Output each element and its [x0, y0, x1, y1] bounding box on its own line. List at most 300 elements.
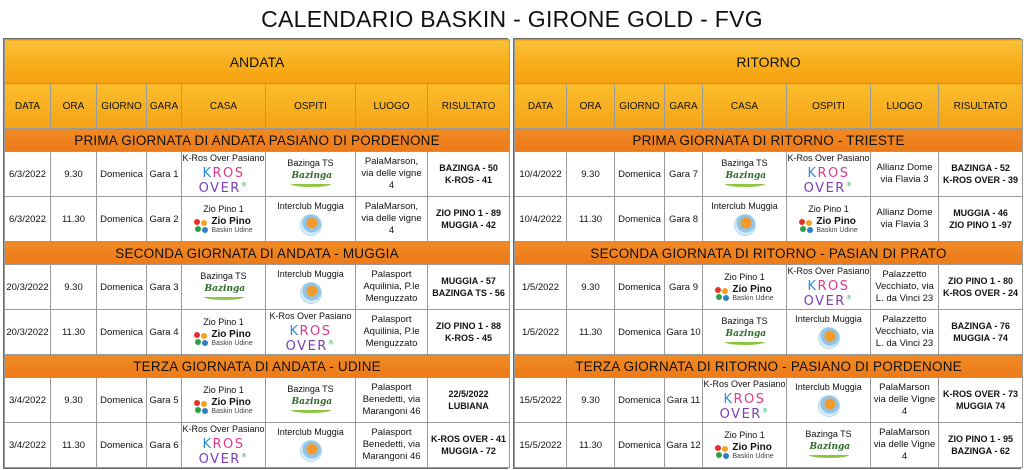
match-giorno: Domenica: [97, 378, 147, 423]
zio-pino-dot: [807, 227, 813, 233]
zio-pino-text: [816, 217, 857, 235]
registered-mark: ®: [761, 407, 770, 415]
column-header-gara: GARA: [665, 84, 703, 129]
kros-over-logo: [787, 279, 870, 309]
away-team-name: Interclub Muggia: [277, 268, 344, 279]
result-line: ZIO PINO 1 - 80: [948, 275, 1014, 286]
registered-mark: ®: [845, 181, 854, 189]
zio-pino-dot: [723, 453, 729, 459]
match-data: 3/4/2022: [5, 378, 51, 423]
column-header-luogo: LUOGO: [871, 84, 939, 129]
zio-pino-title: Zio Pino: [732, 283, 772, 295]
round-header-row: [5, 242, 510, 265]
phase-header-row: [515, 40, 1023, 84]
away-team-cell: [266, 152, 356, 197]
andata-panel: [3, 38, 508, 469]
match-venue: Palasport Benedetti, via Marangoni 46: [356, 378, 428, 423]
bazinga-logo: [806, 442, 852, 459]
result-line: LUBIANA: [448, 401, 489, 411]
logo-k: K: [202, 437, 213, 452]
match-row: [5, 152, 510, 197]
home-team-cell: [703, 423, 787, 468]
zio-pino-mark: [799, 219, 813, 233]
round-title: TERZA GIORNATA DI RITORNO - PASIANO DI PORDENONE: [515, 355, 1023, 378]
match-data: 20/3/2022: [5, 310, 51, 355]
zio-pino-dot: [799, 219, 805, 225]
bazinga-swoosh: [291, 181, 331, 187]
away-team-cell: [787, 197, 871, 242]
result-line: MUGGIA - 42: [441, 220, 496, 230]
home-team-name: Bazinga TS: [200, 271, 247, 281]
zio-pino-dot: [195, 226, 201, 232]
round-header-row: [515, 129, 1023, 152]
result-line: K-ROS - 45: [445, 333, 493, 343]
kros-over-logo: [703, 392, 786, 422]
match-row: [515, 423, 1023, 468]
zio-pino-dot: [722, 288, 728, 294]
logo-k: K: [289, 324, 300, 339]
column-header-data: DATA: [5, 84, 51, 129]
column-header-row: [515, 84, 1023, 129]
match-data: 10/4/2022: [515, 197, 567, 242]
zio-pino-dot: [806, 220, 812, 226]
zio-pino-dot: [715, 445, 721, 451]
away-team-name: K-Ros Over Pasiano: [787, 153, 870, 163]
logo-k: K: [807, 166, 818, 181]
result-line: K-ROS OVER - 41: [431, 433, 507, 444]
match-data: 6/3/2022: [5, 152, 51, 197]
result-line: BAZINGA - 50: [439, 162, 498, 173]
match-gara: Gara 10: [665, 310, 703, 355]
bazinga-swoosh: [291, 407, 331, 413]
zio-pino-dot: [723, 295, 729, 301]
result-line: K-ROS OVER - 24: [943, 288, 1019, 298]
kros-over-logo: [182, 166, 265, 196]
match-venue: PalaMarson, via delle vigne 4: [356, 152, 428, 197]
result-line: 22/5/2022: [448, 388, 489, 399]
away-team-name: Interclub Muggia: [277, 200, 344, 211]
match-result: [428, 423, 510, 468]
interclub-muggia-logo: [734, 214, 756, 236]
logo-ros: ROS: [817, 166, 850, 181]
registered-mark: ®: [240, 452, 249, 460]
match-row: [5, 423, 510, 468]
home-team-name: K-Ros Over Pasiano: [703, 379, 786, 389]
result-line: K-ROS OVER - 39: [943, 175, 1019, 185]
match-venue: Palasport Aquilinia, P.le Menguzzato: [356, 265, 428, 310]
result-line: MUGGIA - 46: [953, 207, 1008, 218]
away-team-name: Bazinga TS: [805, 429, 852, 439]
away-team-cell: [266, 423, 356, 468]
match-ora: 9.30: [567, 378, 615, 423]
registered-mark: ®: [845, 294, 854, 302]
zio-pino-mark: [715, 445, 729, 459]
bazinga-swoosh: [725, 339, 765, 345]
zio-pino-subtitle: Baskin Udine: [211, 407, 253, 415]
round-header-row: [515, 242, 1023, 265]
match-giorno: Domenica: [97, 423, 147, 468]
match-venue: PalaMarson, via delle vigne 4: [356, 197, 428, 242]
match-data: 20/3/2022: [5, 265, 51, 310]
page-title: CALENDARIO BASKIN - GIRONE GOLD - FVG: [261, 6, 763, 32]
match-gara: Gara 6: [147, 423, 182, 468]
column-header-ora: ORA: [51, 84, 97, 129]
home-team-name: Bazinga TS: [721, 158, 768, 168]
zio-pino-logo: [715, 443, 773, 461]
ritorno-table: [514, 39, 1023, 468]
match-gara: Gara 11: [665, 378, 703, 423]
away-team-cell: [787, 152, 871, 197]
match-data: 1/5/2022: [515, 310, 567, 355]
home-team-cell: [182, 152, 266, 197]
zio-pino-dot: [716, 452, 722, 458]
result-line: ZIO PINO 1 - 95: [948, 433, 1014, 444]
away-team-cell: [787, 265, 871, 310]
zio-pino-mark: [194, 400, 208, 414]
home-team-name: K-Ros Over Pasiano: [182, 424, 265, 434]
match-row: [5, 265, 510, 310]
zio-pino-text: [211, 330, 252, 348]
zio-pino-logo: [715, 285, 773, 303]
match-venue: PalaMarson via delle Vigne 4: [871, 378, 939, 423]
column-header-ora: ORA: [567, 84, 615, 129]
column-header-ospiti: OSPITI: [787, 84, 871, 129]
match-venue: Allianz Dome via Flavia 3: [871, 197, 939, 242]
column-header-casa: CASA: [182, 84, 266, 129]
away-team-name: Interclub Muggia: [795, 313, 862, 324]
zio-pino-mark: [715, 287, 729, 301]
match-giorno: Domenica: [615, 423, 665, 468]
away-team-cell: [787, 423, 871, 468]
column-header-giorno: GIORNO: [615, 84, 665, 129]
home-team-name: K-Ros Over Pasiano: [182, 153, 265, 163]
match-gara: Gara 1: [147, 152, 182, 197]
ritorno-panel: [513, 38, 1021, 469]
zio-pino-title: Zio Pino: [816, 215, 856, 227]
match-result: [428, 310, 510, 355]
round-header-row: [515, 355, 1023, 378]
zio-pino-subtitle: Baskin Udine: [211, 339, 253, 347]
home-team-cell: [703, 378, 787, 423]
logo-k: K: [723, 392, 734, 407]
zio-pino-text: [732, 285, 773, 303]
match-ora: 9.30: [567, 152, 615, 197]
column-header-gara: GARA: [147, 84, 182, 129]
logo-over: OVER: [285, 339, 328, 354]
interclub-muggia-logo: [818, 395, 840, 417]
zio-pino-title: Zio Pino: [211, 396, 251, 408]
match-venue: Palasport Aquilinia, P.le Menguzzato: [356, 310, 428, 355]
zio-pino-dot: [194, 332, 200, 338]
zio-pino-dot: [201, 333, 207, 339]
interclub-muggia-logo: [818, 327, 840, 349]
match-result: [939, 310, 1023, 355]
match-ora: 11.30: [51, 197, 97, 242]
match-gara: Gara 9: [665, 265, 703, 310]
bazinga-logo-text: Bazinga: [204, 284, 246, 294]
match-ora: 9.30: [567, 265, 615, 310]
zio-pino-text: [211, 398, 252, 416]
result-line: BAZINGA - 62: [951, 446, 1010, 456]
match-gara: Gara 7: [665, 152, 703, 197]
column-header-casa: CASA: [703, 84, 787, 129]
registered-mark: ®: [327, 339, 336, 347]
match-giorno: Domenica: [615, 265, 665, 310]
away-team-cell: [266, 197, 356, 242]
match-data: 1/5/2022: [515, 265, 567, 310]
match-giorno: Domenica: [97, 197, 147, 242]
result-line: MUGGIA - 72: [441, 446, 496, 456]
logo-over: OVER: [719, 407, 762, 422]
logo-ros: ROS: [817, 279, 850, 294]
registered-mark: ®: [240, 181, 249, 189]
zio-pino-title: Zio Pino: [211, 215, 251, 227]
match-gara: Gara 2: [147, 197, 182, 242]
bazinga-logo-text: Bazinga: [291, 397, 333, 407]
phase-header-row: [5, 40, 510, 84]
match-ora: 11.30: [51, 310, 97, 355]
zio-pino-text: [732, 443, 773, 461]
logo-ros: ROS: [733, 392, 766, 407]
zio-pino-dot: [800, 226, 806, 232]
away-team-cell: [787, 378, 871, 423]
result-line: K-ROS - 41: [445, 175, 493, 185]
away-team-name: Zio Pino 1: [808, 203, 849, 214]
away-team-name: Interclub Muggia: [277, 426, 344, 437]
match-ora: 9.30: [51, 152, 97, 197]
match-giorno: Domenica: [615, 378, 665, 423]
match-venue: Palasport Benedetti, via Marangoni 46: [356, 423, 428, 468]
logo-over: OVER: [198, 181, 241, 196]
home-team-cell: [182, 310, 266, 355]
zio-pino-mark: [194, 219, 208, 233]
logo-ros: ROS: [212, 166, 245, 181]
bazinga-logo: [722, 171, 768, 188]
zio-pino-subtitle: Baskin Udine: [211, 226, 253, 234]
round-header-row: [5, 355, 510, 378]
home-team-cell: [182, 378, 266, 423]
match-result: [428, 265, 510, 310]
zio-pino-logo: [194, 398, 252, 416]
away-team-cell: [787, 310, 871, 355]
column-header-risultato: RISULTATO: [939, 84, 1023, 129]
home-team-name: Interclub Muggia: [711, 200, 778, 211]
match-ora: 9.30: [51, 265, 97, 310]
kros-over-logo: [266, 324, 355, 354]
away-team-name: Bazinga TS: [287, 158, 334, 168]
bazinga-logo-text: Bazinga: [291, 171, 333, 181]
column-header-ospiti: OSPITI: [266, 84, 356, 129]
match-row: [515, 197, 1023, 242]
match-result: [939, 197, 1023, 242]
bazinga-logo-text: Bazinga: [725, 329, 767, 339]
home-team-name: Zio Pino 1: [203, 203, 244, 214]
match-venue: Palazzetto Vecchiato, via L. da Vinci 23: [871, 265, 939, 310]
zio-pino-logo: [799, 217, 857, 235]
zio-pino-subtitle: Baskin Udine: [732, 452, 774, 460]
match-gara: Gara 8: [665, 197, 703, 242]
away-team-name: K-Ros Over Pasiano: [269, 311, 352, 321]
match-row: [515, 152, 1023, 197]
bazinga-logo: [201, 284, 247, 301]
round-header-row: [5, 129, 510, 152]
kros-over-logo: [787, 166, 870, 196]
match-giorno: Domenica: [97, 310, 147, 355]
zio-pino-dot: [202, 227, 208, 233]
bazinga-logo-text: Bazinga: [809, 442, 851, 452]
column-header-giorno: GIORNO: [97, 84, 147, 129]
match-ora: 11.30: [51, 423, 97, 468]
match-result: [428, 378, 510, 423]
phase-title: RITORNO: [515, 40, 1023, 84]
away-team-cell: [266, 310, 356, 355]
match-gara: Gara 12: [665, 423, 703, 468]
column-header-data: DATA: [515, 84, 567, 129]
zio-pino-dot: [202, 340, 208, 346]
match-giorno: Domenica: [97, 265, 147, 310]
away-team-name: Interclub Muggia: [795, 381, 862, 392]
home-team-cell: [182, 197, 266, 242]
column-header-risultato: RISULTATO: [428, 84, 510, 129]
bazinga-logo-text: Bazinga: [725, 171, 767, 181]
match-data: 15/5/2022: [515, 423, 567, 468]
zio-pino-dot: [202, 408, 208, 414]
bazinga-logo: [288, 397, 334, 414]
zio-pino-mark: [194, 332, 208, 346]
match-result: [939, 152, 1023, 197]
match-giorno: Domenica: [615, 197, 665, 242]
match-gara: Gara 5: [147, 378, 182, 423]
zio-pino-logo: [194, 217, 252, 235]
match-venue: PalaMarson via delle Vigne 4: [871, 423, 939, 468]
zio-pino-dot: [194, 219, 200, 225]
bazinga-swoosh: [204, 294, 244, 300]
logo-ros: ROS: [212, 437, 245, 452]
match-result: [428, 152, 510, 197]
logo-over: OVER: [803, 181, 846, 196]
column-header-luogo: LUOGO: [356, 84, 428, 129]
match-row: [5, 310, 510, 355]
match-gara: Gara 4: [147, 310, 182, 355]
zio-pino-dot: [715, 287, 721, 293]
result-line: BAZINGA TS - 56: [432, 288, 505, 298]
zio-pino-dot: [194, 400, 200, 406]
zio-pino-logo: [194, 330, 252, 348]
match-row: [5, 197, 510, 242]
zio-pino-subtitle: Baskin Udine: [816, 226, 858, 234]
match-venue: Palazzetto Vecchiato, via L. da Vinci 23: [871, 310, 939, 355]
match-result: [939, 423, 1023, 468]
bazinga-swoosh: [725, 181, 765, 187]
zio-pino-dot: [722, 446, 728, 452]
zio-pino-subtitle: Baskin Udine: [732, 294, 774, 302]
round-title: PRIMA GIORNATA DI ANDATA PASIANO DI PORDENONE: [5, 129, 510, 152]
zio-pino-dot: [201, 401, 207, 407]
logo-ros: ROS: [299, 324, 332, 339]
logo-k: K: [807, 279, 818, 294]
match-result: [939, 265, 1023, 310]
result-line: ZIO PINO 1 -97: [949, 220, 1012, 230]
interclub-muggia-logo: [300, 440, 322, 462]
zio-pino-dot: [195, 407, 201, 413]
home-team-cell: [703, 197, 787, 242]
interclub-muggia-logo: [300, 214, 322, 236]
match-row: [515, 378, 1023, 423]
bazinga-logo: [722, 329, 768, 346]
home-team-name: Bazinga TS: [721, 316, 768, 326]
round-title: SECONDA GIORNATA DI ANDATA - MUGGIA: [5, 242, 510, 265]
zio-pino-dot: [201, 220, 207, 226]
away-team-name: K-Ros Over Pasiano: [787, 266, 870, 276]
away-team-cell: [266, 265, 356, 310]
match-row: [515, 310, 1023, 355]
home-team-name: Zio Pino 1: [724, 271, 765, 282]
result-line: BAZINGA - 76: [951, 320, 1010, 331]
match-row: [5, 378, 510, 423]
match-ora: 9.30: [51, 378, 97, 423]
result-line: MUGGIA - 74: [953, 333, 1008, 343]
zio-pino-dot: [195, 339, 201, 345]
zio-pino-title: Zio Pino: [732, 441, 772, 453]
andata-table: [4, 39, 510, 468]
home-team-cell: [703, 152, 787, 197]
home-team-name: Zio Pino 1: [203, 316, 244, 327]
round-title: PRIMA GIORNATA DI RITORNO - TRIESTE: [515, 129, 1023, 152]
result-line: ZIO PINO 1 - 89: [436, 207, 502, 218]
match-data: 3/4/2022: [5, 423, 51, 468]
bazinga-swoosh: [809, 452, 849, 458]
match-ora: 11.30: [567, 423, 615, 468]
result-line: K-ROS OVER - 73: [943, 388, 1019, 399]
match-data: 15/5/2022: [515, 378, 567, 423]
match-gara: Gara 3: [147, 265, 182, 310]
phase-title: ANDATA: [5, 40, 510, 84]
bazinga-logo: [288, 171, 334, 188]
result-line: MUGGIA 74: [955, 401, 1006, 411]
home-team-cell: [703, 265, 787, 310]
round-title: TERZA GIORNATA DI ANDATA - UDINE: [5, 355, 510, 378]
result-line: MUGGIA - 57: [441, 275, 496, 286]
match-data: 10/4/2022: [515, 152, 567, 197]
match-row: [515, 265, 1023, 310]
home-team-name: Zio Pino 1: [203, 384, 244, 395]
result-line: ZIO PINO 1 - 88: [436, 320, 502, 331]
match-data: 6/3/2022: [5, 197, 51, 242]
match-giorno: Domenica: [615, 152, 665, 197]
match-ora: 11.30: [567, 310, 615, 355]
zio-pino-title: Zio Pino: [211, 328, 251, 340]
kros-over-logo: [182, 437, 265, 467]
logo-k: K: [202, 166, 213, 181]
round-title: SECONDA GIORNATA DI RITORNO - PASIAN DI PRATO: [515, 242, 1023, 265]
match-result: [939, 378, 1023, 423]
match-giorno: Domenica: [615, 310, 665, 355]
logo-over: OVER: [198, 452, 241, 467]
home-team-cell: [703, 310, 787, 355]
match-ora: 11.30: [567, 197, 615, 242]
match-giorno: Domenica: [97, 152, 147, 197]
away-team-name: Bazinga TS: [287, 384, 334, 394]
match-venue: Allianz Dome via Flavia 3: [871, 152, 939, 197]
match-result: [428, 197, 510, 242]
home-team-name: Zio Pino 1: [724, 429, 765, 440]
logo-over: OVER: [803, 294, 846, 309]
home-team-cell: [182, 265, 266, 310]
zio-pino-text: [211, 217, 252, 235]
result-line: BAZINGA - 52: [951, 162, 1010, 173]
column-header-row: [5, 84, 510, 129]
interclub-muggia-logo: [300, 282, 322, 304]
